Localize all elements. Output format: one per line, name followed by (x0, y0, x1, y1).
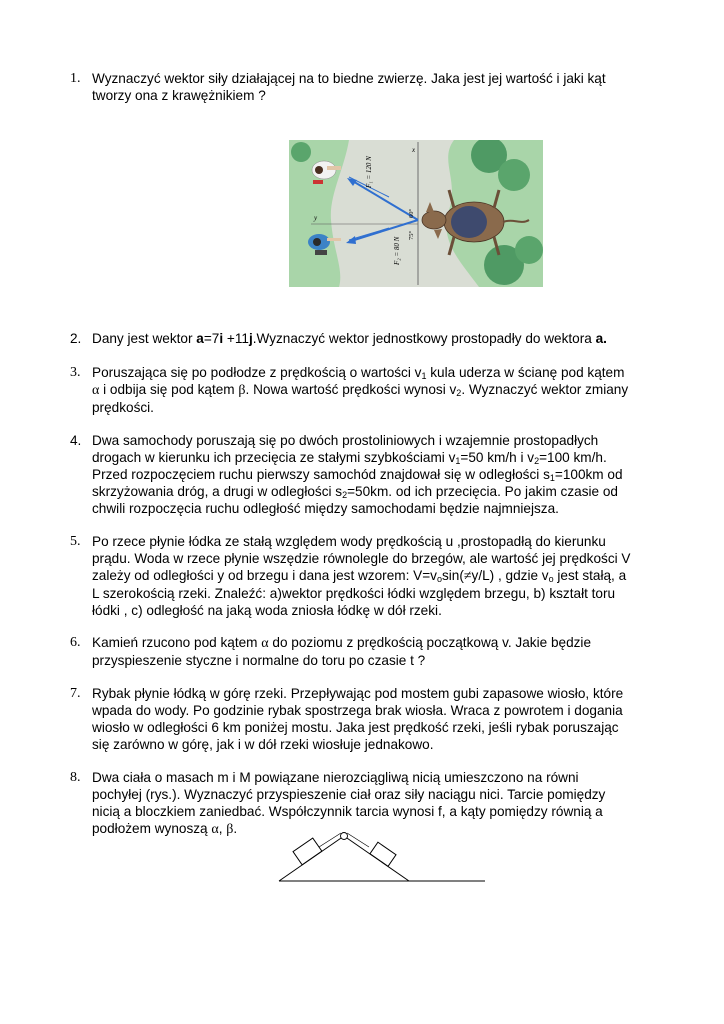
problem-3 (70, 364, 670, 416)
text-run: .Wyznaczyć wektor jednostkowy prostopadły do wektora (252, 331, 596, 346)
subscript: o (436, 574, 442, 584)
problem-number: 6. (70, 635, 81, 650)
unit-vector-i: i (219, 331, 224, 346)
problem-text-line (92, 634, 670, 652)
problem-text-line: się zarówno w górę, jak i w dół rzeki wiosłuje jednakowo. (92, 737, 434, 752)
figure-dragged-animal (289, 140, 543, 287)
text-run: =100km od (554, 467, 623, 482)
subscript: 1 (421, 371, 427, 381)
problem-number: 2. (70, 331, 82, 346)
problem-text-line: łódki , c) odległość na jaką woda zniosła łódkę w dół rzeki. (92, 603, 442, 618)
problem-text-line (92, 381, 670, 399)
problem-text-line: L szerokością rzeki. Znaleźć: a)wektor prędkości łódki względem brzegu, b) kształt toru (92, 586, 616, 601)
block-m (293, 838, 322, 865)
force-label-1: F₁ = 120 N (365, 156, 373, 188)
problem-text-line (92, 364, 670, 381)
problem-number: 5. (70, 534, 81, 549)
text-run: podłożem wynoszą (92, 821, 212, 836)
force-label-2: F₂ = 80 N (393, 236, 401, 265)
angle-label-1: 60° (408, 208, 415, 218)
problem-text-line: Rybak płynie łódką w górę rzeki. Przepływając pod mostem gubi zapasowe wiosło, które (92, 686, 624, 701)
problem-4 (70, 432, 670, 517)
text-run: drogach w kierunku ich przecięcia ze stałymi szybkościami v (92, 450, 456, 465)
text-run: , (218, 821, 227, 836)
bush (291, 142, 311, 162)
text-run: =7 (203, 331, 220, 346)
greek-alpha: α (92, 383, 100, 398)
problem-text-line: Wyznaczyć wektor siły działającej na to biedne zwierzę. Jaka jest jej wartość i jaki kąt (92, 71, 606, 86)
problem-text-line: pochyłej (rys.). Wyznaczyć przyspieszenie ciał oraz siły naciągu nici. Tarcie pomiędzy (92, 787, 606, 802)
problem-text-line: Dwa ciała o masach m i M powiązane nierozciągliwą nicią umieszczono na równi (92, 770, 579, 785)
text-run: Poruszająca się po podłodze z prędkością o wartości v (92, 365, 422, 380)
text-run: Kamień rzucono pod kątem (92, 635, 262, 650)
greek-beta: β (238, 383, 246, 398)
problem-text-line: wpada do wody. Po godzinie rybak spostrzega brak wiosła. Wraca z powrotem i dogania (92, 703, 623, 718)
subscript: 2 (342, 490, 348, 500)
text-run: kula uderza w ścianę pod kątem (426, 365, 625, 380)
text-run: . (233, 821, 238, 836)
problem-text-line: wiosło w odległości 6 km poniżej mostu. Jaka jest prędkość rzeki, jeśli rybak poruszając (92, 720, 619, 735)
y-axis-label: y (314, 214, 318, 222)
problem-text-line: tworzy ona z krawężnikiem ? (92, 88, 266, 103)
problem-text-line: prądu. Woda w rzece płynie wszędzie równolegle do brzegów, ale wartość jej prędkości V (92, 551, 631, 566)
problem-8 (70, 769, 670, 838)
problem-2 (70, 330, 670, 347)
problem-text-line (92, 483, 670, 500)
problem-text-line: przyspieszenie styczne i normalne do toru po czasie t ? (92, 653, 426, 668)
problem-text-line: chwili rozpoczęcia ruchu odległość między samochodami będzie najmniejsza. (92, 501, 559, 516)
text-run: . Nowa wartość prędkości wynosi v (245, 382, 457, 397)
greek-beta: β (226, 822, 234, 837)
text-run: jest stałą, a (553, 568, 627, 583)
text-run: i odbija się pod kątem (99, 382, 239, 397)
bush (515, 236, 543, 264)
subscript: 2 (534, 456, 540, 466)
vector-a: a (196, 331, 204, 346)
text-run: . Wyznaczyć wektor zmiany (461, 382, 629, 397)
problem-text-line (92, 449, 670, 466)
problem-6 (70, 634, 670, 669)
text-run: =50km. od ich przecięcia. Po jakim czasie od (347, 484, 618, 499)
bush (498, 159, 530, 191)
problem-text-line (92, 330, 670, 347)
vector-a: a. (595, 331, 607, 346)
problem-text-line: Dwa samochody poruszają się po dwóch prostoliniowych i wzajemnie prostopadłych (92, 433, 599, 448)
greek-alpha: α (211, 822, 219, 837)
block-M (370, 842, 396, 866)
problem-5 (70, 533, 670, 619)
pulley (341, 833, 348, 840)
greek-alpha: α (261, 636, 269, 651)
subscript: 2 (456, 388, 462, 398)
text-run: =100 km/h. (539, 450, 607, 465)
text-run: Dany jest wektor (92, 331, 197, 346)
problem-number: 4. (70, 433, 82, 448)
text-run: y/L) , gdzie v (471, 568, 549, 583)
text-run: zależy od odległości y od brzegu i dana jest wzorem: V=v (92, 568, 437, 583)
text-run: +11 (223, 331, 249, 346)
problem-text-line: nicią a bloczkiem zaniedbać. Współczynnik tarcia wynosi f, a kąty pomiędzy równią a (92, 804, 603, 819)
subscript: 1 (455, 456, 461, 466)
problem-text-line (92, 567, 670, 585)
problem-text-line: prędkości. (92, 400, 154, 415)
text-run: do poziomu z prędkością początkową v. Jakie będzie (268, 635, 592, 650)
problem-1 (70, 70, 670, 104)
text-run: Przed rozpoczęciem ruchu pierwszy samochód znajdował się w odległości s (92, 467, 550, 482)
problem-7 (70, 685, 670, 753)
x-axis-label: x (412, 146, 416, 154)
subscript: o (548, 574, 554, 584)
problem-number: 3. (70, 365, 81, 380)
problem-text-line (92, 466, 670, 483)
problem-number: 1. (70, 71, 81, 86)
angle-label-2: 75° (408, 230, 415, 240)
symbol: ≠ (463, 569, 472, 584)
text-run: skrzyżowania dróg, a drugi w odległości s (92, 484, 343, 499)
problem-text-line: Po rzece płynie łódka ze stałą względem wody prędkością u ,prostopadłą do kierunku (92, 534, 606, 549)
subscript: 1 (549, 473, 555, 483)
figure-inclined-planes (277, 830, 487, 884)
problem-number: 8. (70, 770, 81, 785)
text-run: sin( (441, 568, 464, 583)
unit-vector-j: j (248, 331, 253, 346)
problem-number: 7. (70, 686, 81, 701)
text-run: =50 km/h i v (460, 450, 535, 465)
